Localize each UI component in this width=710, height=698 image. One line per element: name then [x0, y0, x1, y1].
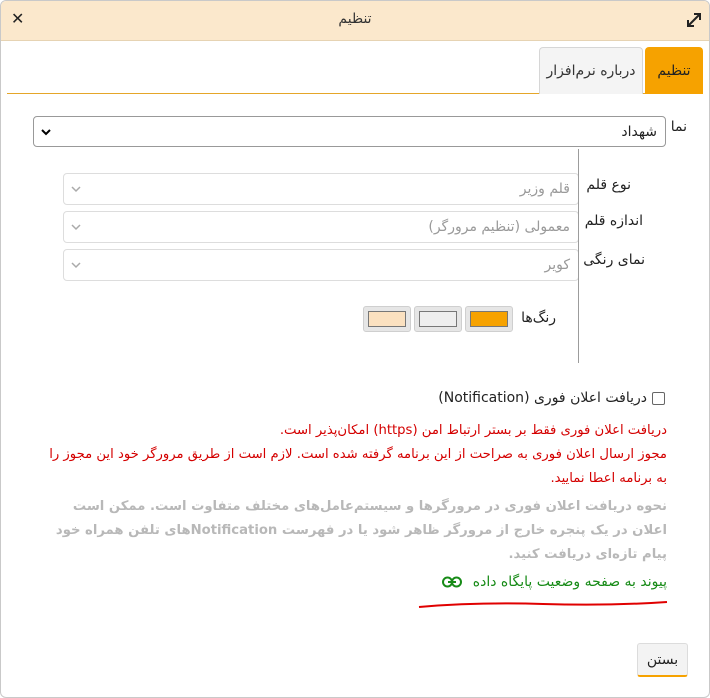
tab-bar	[7, 47, 703, 94]
red-annotation-underline	[417, 599, 669, 611]
chevron-down-icon	[70, 259, 82, 271]
close-icon[interactable]: ✕	[11, 9, 25, 28]
close-button[interactable]: بستن	[637, 643, 688, 677]
colors-label: رنگ‌ها	[521, 310, 556, 326]
font-size-select[interactable]	[63, 211, 579, 243]
notification-checkbox[interactable]	[652, 392, 665, 405]
db-status-link-label: پیوند به صفحه وضعیت پایگاه داده	[472, 574, 667, 590]
link-icon	[442, 576, 462, 588]
chevron-down-icon	[70, 183, 82, 195]
color-view-select[interactable]	[63, 249, 579, 281]
browser-info-note: نحوه دریافت اعلان فوری در مرورگرها و سیستم‌عامل‌های مختلف متفاوت است. ممکن است اعلان در یک پنجره خارج از مرورگر ظاهر شود یا در فهرست Notificationهای تلفن همراه خود پیام تازه‌ای دریافت کنید.	[55, 499, 667, 562]
https-note: دریافت اعلان فوری فقط بر بستر ارتباط امن (https) امکان‌پذیر است.	[279, 423, 667, 438]
tab-about[interactable]: درباره نرم‌افزار	[539, 47, 643, 94]
color-view-label: نمای رنگی	[583, 252, 645, 268]
window-title: تنظیم	[338, 11, 372, 27]
expand-icon[interactable]	[685, 11, 703, 29]
notification-label: دریافت اعلان فوری (Notification)	[438, 390, 647, 406]
swatch-peach-fill	[368, 311, 406, 327]
theme-label: نما	[670, 119, 687, 135]
color-view-value: کویر	[544, 257, 570, 273]
swatch-peach[interactable]	[363, 306, 411, 332]
tab-settings[interactable]: تنظیم	[645, 47, 703, 94]
db-status-link[interactable]	[442, 574, 667, 590]
titlebar	[1, 1, 709, 41]
font-type-label: نوع قلم	[586, 177, 631, 193]
theme-select[interactable]	[33, 116, 666, 147]
section-divider	[578, 149, 579, 363]
font-size-value: معمولی (تنظیم مرورگر)	[428, 219, 570, 235]
theme-value: شهداد	[621, 123, 657, 140]
font-type-value: قلم وزیر	[519, 181, 570, 197]
permission-note: مجوز ارسال اعلان فوری به صراحت از این برنامه گرفته شده است. لازم است از طریق مرورگر خود این مجوز را به برنامه اعطا نمایید.	[49, 447, 667, 486]
chevron-down-icon	[40, 126, 52, 138]
swatch-light-gray[interactable]	[414, 306, 462, 332]
swatch-orange[interactable]	[465, 306, 513, 332]
swatch-orange-fill	[470, 311, 508, 327]
chevron-down-icon	[70, 221, 82, 233]
font-size-label: اندازه قلم	[584, 213, 643, 229]
font-type-select[interactable]	[63, 173, 579, 205]
swatch-light-gray-fill	[419, 311, 457, 327]
